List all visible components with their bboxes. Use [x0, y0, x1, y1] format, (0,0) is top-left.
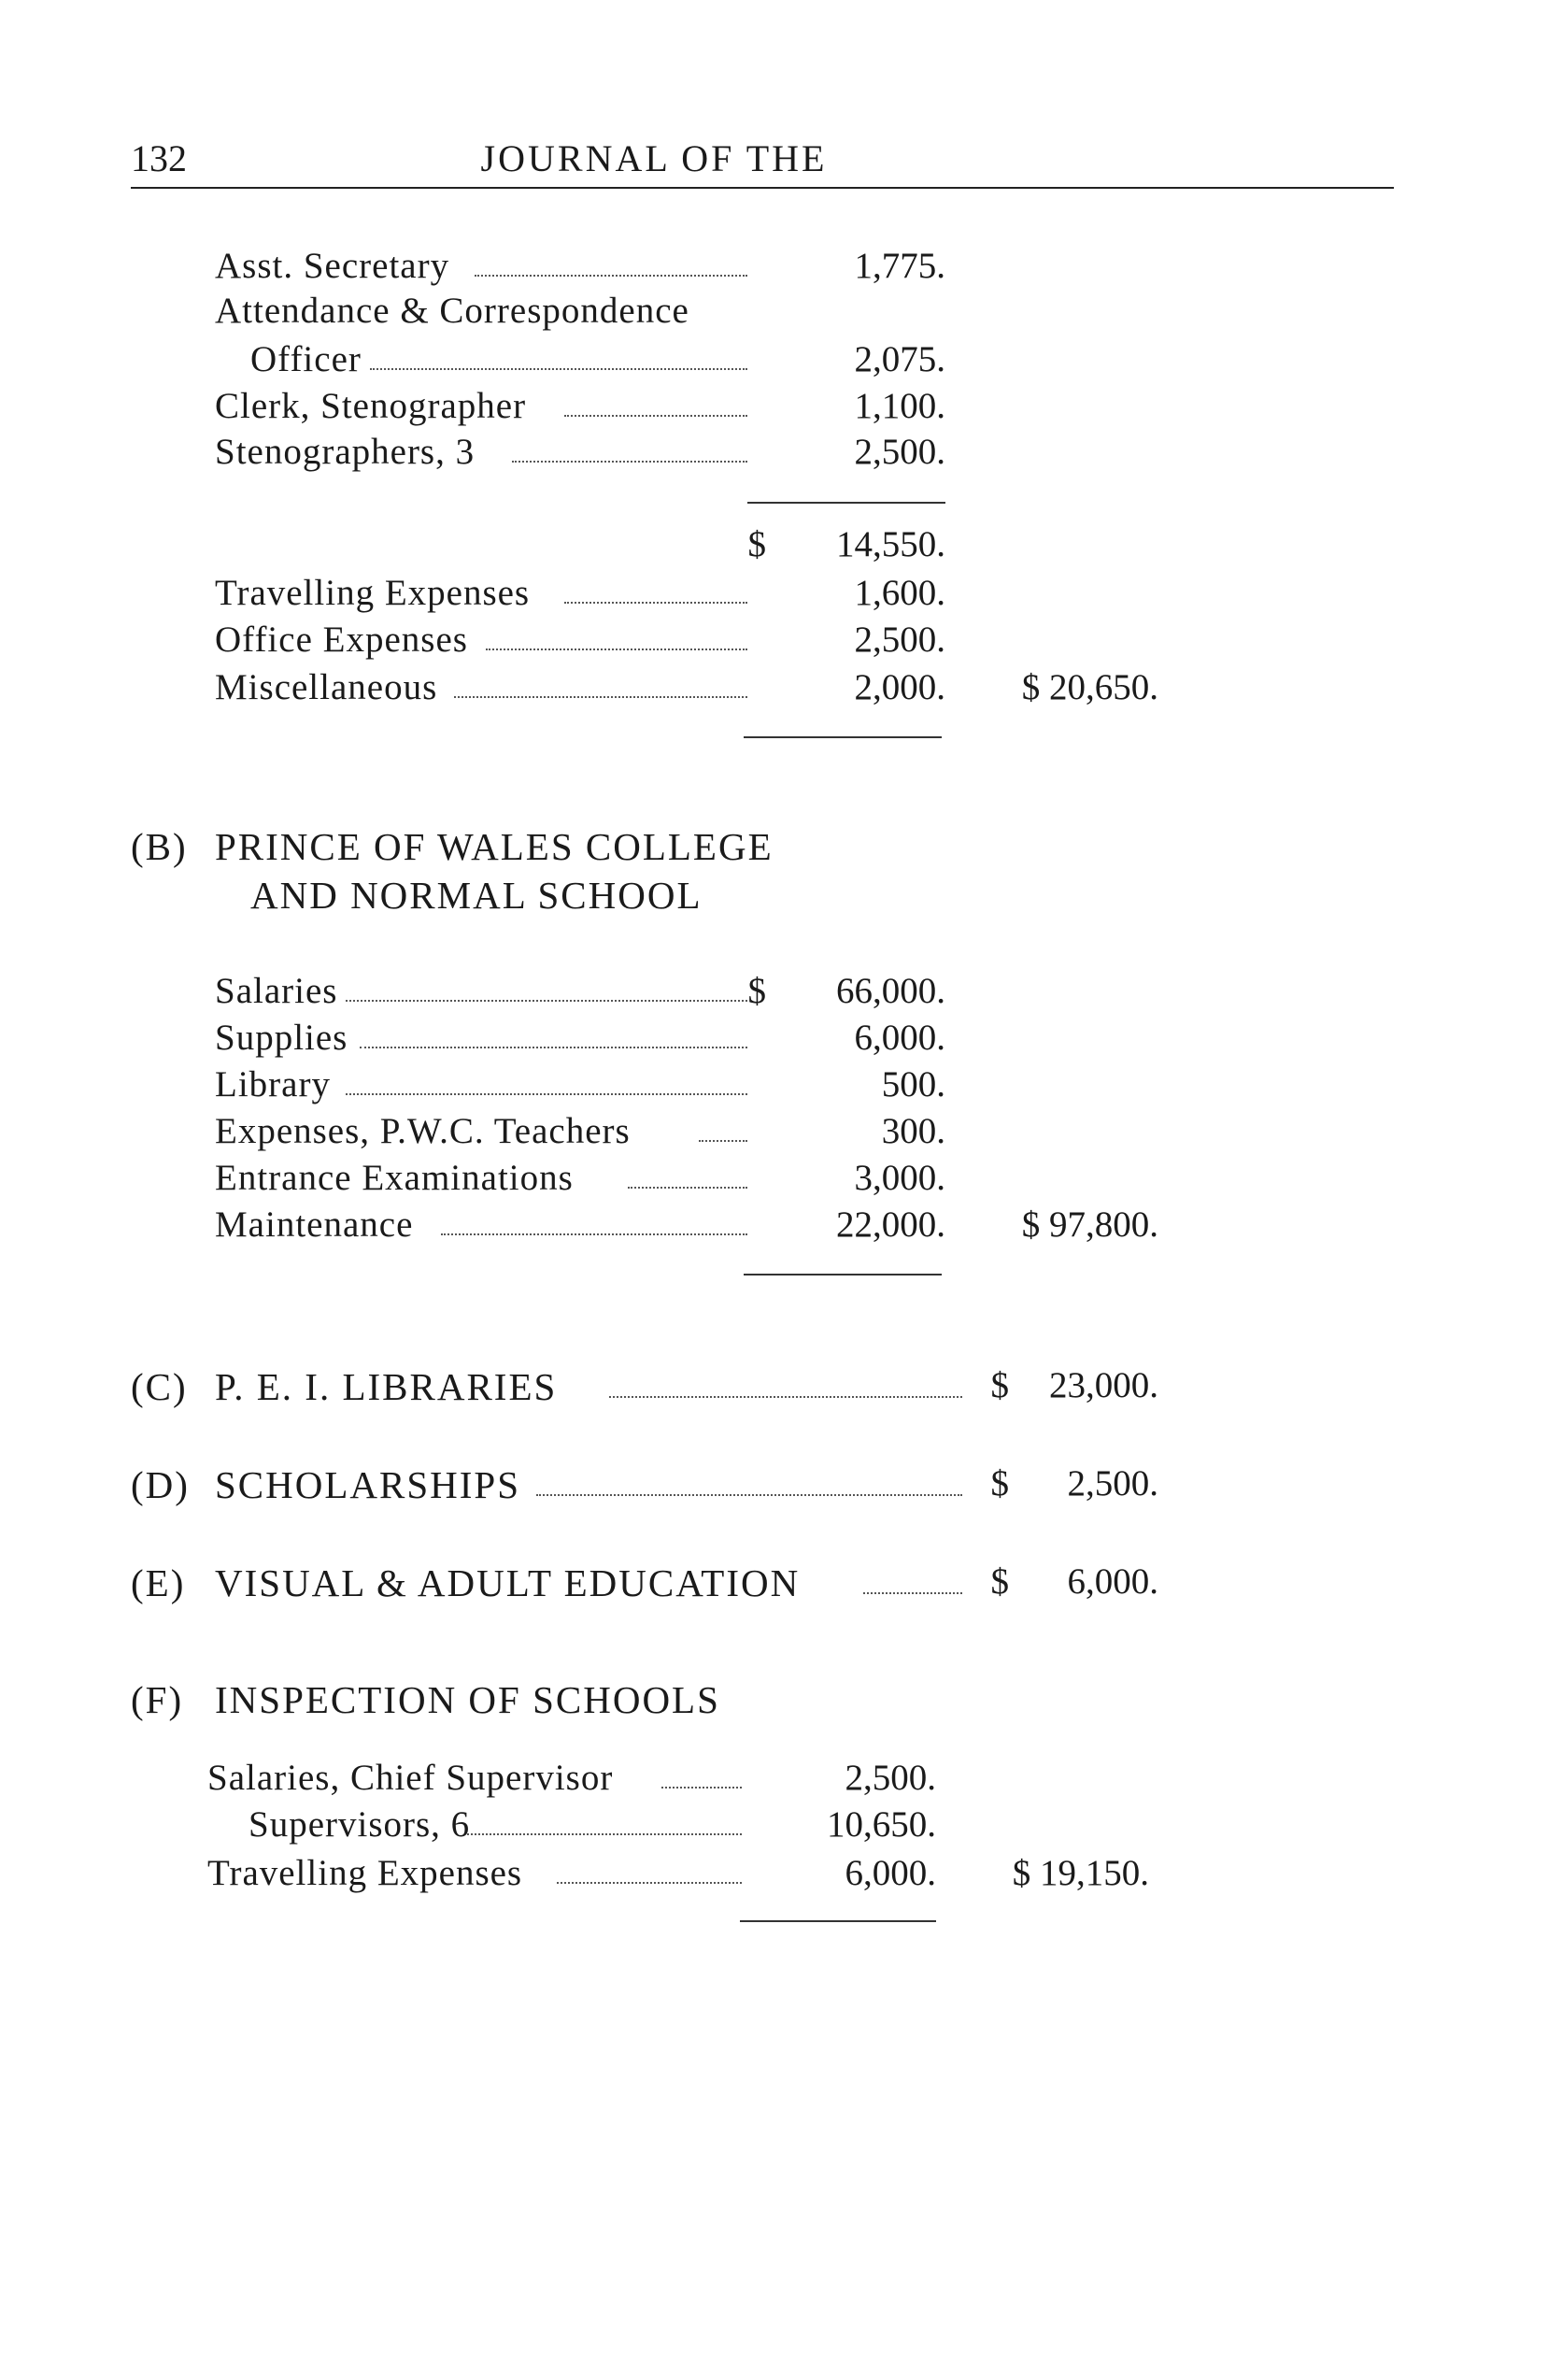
dot-leader [512, 461, 747, 463]
item-label: Travelling Expenses [215, 573, 531, 613]
section-title: VISUAL & ADULT EDUCATION [215, 1561, 801, 1604]
item-label: Asst. Secretary [215, 246, 450, 286]
item-amount: 66,000. [836, 971, 945, 1011]
section-letter: (B) [131, 825, 188, 868]
dot-leader [536, 1494, 962, 1496]
dot-leader [564, 415, 747, 417]
running-title: JOURNAL OF THE [480, 137, 828, 179]
item-amount: 1,100. [854, 386, 945, 426]
dot-leader [370, 368, 747, 370]
item-amount: 3,000. [854, 1158, 945, 1198]
item-label: Supervisors, 6 [249, 1804, 471, 1845]
item-label: Clerk, Stenographer [215, 386, 527, 426]
item-label: Officer [250, 339, 362, 379]
dot-leader [486, 648, 747, 650]
dot-leader [454, 696, 747, 698]
section-total: 2,500. [1067, 1463, 1158, 1504]
section-total: 6,000. [1067, 1561, 1158, 1602]
dot-leader [863, 1592, 962, 1594]
item-amount: 2,500. [845, 1758, 936, 1798]
header-rule [131, 187, 1394, 189]
item-amount: 2,500. [854, 432, 945, 472]
item-label: Miscellaneous [215, 667, 438, 707]
item-label: Salaries, Chief Supervisor [207, 1758, 614, 1798]
item-label: Stenographers, 3 [215, 432, 476, 472]
dot-leader [475, 275, 747, 277]
section-title: PRINCE OF WALES COLLEGE [215, 825, 774, 868]
currency-symbol: $ [990, 1365, 1009, 1405]
item-amount: 300. [881, 1111, 945, 1151]
separator-rule [744, 736, 942, 738]
subtotal-amount: 14,550. [836, 524, 945, 564]
section-total: $ 97,800. [1021, 1204, 1158, 1245]
item-amount: 500. [881, 1064, 945, 1104]
item-amount: 6,000. [854, 1018, 945, 1058]
section-letter: (D) [131, 1463, 190, 1506]
section-title: AND NORMAL SCHOOL [250, 874, 703, 917]
item-amount: 1,775. [854, 246, 945, 286]
dot-leader [609, 1396, 962, 1398]
item-label: Maintenance [215, 1204, 414, 1245]
section-total: $ 20,650. [1021, 667, 1158, 707]
item-label: Entrance Examinations [215, 1158, 574, 1198]
dot-leader [557, 1882, 742, 1884]
currency-symbol: $ [747, 971, 766, 1011]
item-label: Salaries [215, 971, 338, 1011]
section-letter: (C) [131, 1365, 188, 1408]
item-label: Supplies [215, 1018, 348, 1058]
dot-leader [441, 1233, 747, 1235]
item-label: Library [215, 1064, 331, 1104]
item-amount: 22,000. [836, 1204, 945, 1245]
dot-leader [699, 1140, 747, 1142]
dot-leader [346, 1000, 747, 1002]
separator-rule [740, 1920, 936, 1922]
section-title: P. E. I. LIBRARIES [215, 1365, 558, 1408]
section-letter: (E) [131, 1561, 186, 1604]
separator-rule [744, 1274, 942, 1276]
subtotal-symbol: $ [747, 524, 766, 564]
item-amount: 2,075. [854, 339, 945, 379]
dot-leader [360, 1047, 747, 1048]
item-amount: 6,000. [845, 1853, 936, 1893]
dot-leader [467, 1833, 742, 1835]
section-total: 23,000. [1049, 1365, 1158, 1405]
dot-leader [564, 602, 747, 604]
dot-leader [661, 1787, 742, 1789]
item-amount: 2,500. [854, 620, 945, 660]
item-label: Office Expenses [215, 620, 468, 660]
item-label: Expenses, P.W.C. Teachers [215, 1111, 631, 1151]
section-total: $ 19,150. [1012, 1853, 1149, 1893]
separator-rule [747, 502, 945, 504]
item-amount: 2,000. [854, 667, 945, 707]
dot-leader [628, 1187, 747, 1189]
item-label: Attendance & Correspondence [215, 291, 689, 331]
page-number: 132 [131, 137, 187, 179]
section-title: INSPECTION OF SCHOOLS [215, 1678, 720, 1721]
section-title: SCHOLARSHIPS [215, 1463, 521, 1506]
item-label: Travelling Expenses [207, 1853, 523, 1893]
section-letter: (F) [131, 1678, 184, 1721]
currency-symbol: $ [990, 1561, 1009, 1602]
currency-symbol: $ [990, 1463, 1009, 1504]
item-amount: 10,650. [827, 1804, 936, 1845]
item-amount: 1,600. [854, 573, 945, 613]
dot-leader [346, 1093, 747, 1095]
